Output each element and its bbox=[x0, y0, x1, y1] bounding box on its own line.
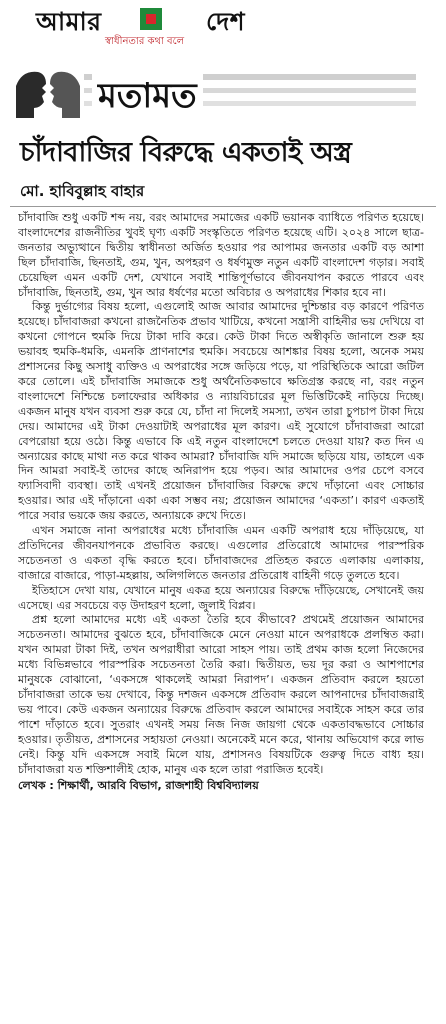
brand-name-left: আমার bbox=[36, 7, 102, 36]
divider bbox=[10, 206, 436, 207]
section-header bbox=[12, 66, 416, 122]
masthead bbox=[0, 0, 446, 62]
tagline: স্বাধীনতার কথা বলে bbox=[105, 36, 185, 47]
paragraph: প্রশ্ন হলো আমাদের মধ্যে এই একতা তৈরি হবে কীভাবে? প্রথমেই প্রয়োজন আমাদের সচেতনতা। আমাদের বুঝতে হবে, চাঁদাবাজিকে মেনে নেওয়া মানে অপরাধকে প্রলম্বিত করা। যখন আমরা টাকা দিই, তখন অপরাধীরা আরো সাহস পায়। তাই প্রথম কাজ হলো নিজেদের মধ্যে বিভিন্নভাবে পারস্পরিক সচেতনতা তৈরি করা। দ্বিতীয়ত, ভয় দূর করা ও আশপাশের মানুষকে বোঝানো, ‘একসঙ্গে থাকলেই আমরা নিরাপদ’। একজন প্রতিবাদ করলে হয়তো চাঁদাবাজরা তাকে ভয় দেখাবে, কিন্তু দশজন একসঙ্গে প্রতিবাদ করলে আপনাদের চাঁদাবাজরাই ভয় পাবে। কেউ একজন অন্যায়ের বিরুদ্ধে প্রতিবাদ করলে আমাদের সবাইকে সাহস করে তার পাশে দাঁড়াতে হবে। সুতরাং এখনই সময় নিজ নিজ জায়গা থেকে একতাবদ্ধভাবে সোচ্চার হওয়ার। তৃতীয়ত, প্রশাসনের সহায়তা নেওয়া। অনেকেই মনে করে, থানায় অভিযোগ করে লাভ নেই। কিন্তু যদি একসঙ্গে সবাই মিলে যায়, প্রশাসনও বিষয়টিকে গুরুত্ব দিতে বাধ্য হয়। চাঁদাবাজরা যত শক্তিশালীই হোক, মানুষ এক হলে তারা পরাজিত হবেই। bbox=[18, 613, 424, 776]
author-note: লেখক : শিক্ষার্থী, আরবি বিভাগ, রাজশাহী বিশ্ববিদ্যালয় bbox=[18, 779, 259, 793]
section-faces-icon bbox=[12, 66, 84, 122]
paragraph: ইতিহাসে দেখা যায়, যেখানে মানুষ একত্র হয়ে অন্যায়ের বিরুদ্ধে দাঁড়িয়েছে, সেখানেই জয় এসেছে। এর সবচেয়ে বড় উদাহরণ হলো, জুলাই বিপ্লব। bbox=[18, 583, 424, 612]
paragraph: এখন সমাজে নানা অপরাধের মধ্যে চাঁদাবাজি এমন একটি অপরাধ হয়ে দাঁড়িয়েছে, যা প্রতিদিনের জীবনযাপনকে প্রভাবিত করছে। এগুলোর প্রতিরোধে আমাদের পারস্পরিক সচেতনতা ও একতা বৃদ্ধি করতে হবে। চাঁদাবাজদের প্রতিহত করতে এলাকায় এলাকায়, বাজারে বাজারে, পাড়া-মহল্লায়, অলিগলিতে জনতার প্রতিরোধ বাহিনী গড়ে তুলতে হবে। bbox=[18, 524, 424, 582]
logo-square-icon bbox=[140, 8, 162, 30]
brand-name-right: দেশ bbox=[206, 7, 246, 36]
section-name: মতামত bbox=[92, 70, 203, 127]
article-body bbox=[18, 211, 424, 1001]
paragraph: চাঁদাবাজি শুধু একটি শব্দ নয়, বরং আমাদের সমাজের একটি ভয়ানক ব্যাধিতে পরিণত হয়েছে। বাংলাদেশের রাজনীতির খুবই ঘৃণ্য একটি সংস্কৃতিতে পরিণত হয়েছে এটি। ২০২৪ সালে ছাত্র-জনতার অভ্যুত্থানে দ্বিতীয় স্বাধীনতা অর্জিত হওয়ার পর আপামর জনতার একটি বড় আশা ছিল চাঁদাবাজি, ছিনতাই, গুম, খুন, অপহরণ ও ধর্ষণমুক্ত নতুন একটি বাংলাদেশ গড়ার। সবাই চেয়েছিল এমন একটি দেশ, যেখানে সবাই শান্তিপূর্ণভাবে জীবনযাপন করতে পারবে এবং চাঁদাবাজি, ছিনতাই, গুম, খুন আর ধর্ষণের মতো অবিচার ও অপরাধের শিকার হবে না। bbox=[18, 211, 424, 299]
paragraph: কিন্তু দুর্ভাগ্যের বিষয় হলো, এগুলোই আজ আবার আমাদের দুশ্চিন্তার বড় কারণে পরিণত হয়েছে। চাঁদাবাজরা কখনো রাজনৈতিক প্রভাব খাটিয়ে, কখনো সন্ত্রাসী বাহিনীর ভয় দেখিয়ে বা কখনো গোপনে হুমকি দিয়ে টাকা দাবি করে। কেউ টাকা দিতে অস্বীকৃতি জানালে শুরু হয় ভয়াবহ হুমকি-ধমকি, এমনকি প্রাণনাশের হুমকি। সবচেয়ে আশঙ্কার বিষয় হলো, অনেক সময় প্রশাসনের কিছু অসাধু ব্যক্তিও এ অপরাধের সঙ্গে জড়িয়ে পড়ে, যা পরিস্থিতিকে আরো জটিল করে তোলে। এই চাঁদাবাজি সমাজকে শুধু অর্থনৈতিকভাবে ক্ষতিগ্রস্ত করছে না, বরং নতুন বাংলাদেশে নিশ্চিন্তে চলাফেরার অধিকার ও ন্যায়বিচারের মূল ভিত্তিটিকেই নাড়িয়ে দিচ্ছে। একজন মানুষ যখন ব্যবসা শুরু করে যে, চাঁদা না দিলেই সমস্যা, তখন তারা চুপচাপ টাকা দিয়ে দেয়। আমাদের এই টাকা দেওয়াটাই অপরাধের মূল কারণ। এই সুযোগে চাঁদাবাজরা আরো বেপরোয়া হয়ে ওঠে। কিন্তু এভাবে কি এই নতুন বাংলাদেশে চলতে দেওয়া যায়? কত দিন এ অন্যায়ের কাছে মাথা নত করে থাকব আমরা? চাঁদাবাজি যদি সমাজে ছড়িয়ে যায়, তাহলে এক দিন আমরা সবাই-ই তাদের কাছে অনিরাপদ হয়ে পড়ব। আর আমাদের ওপর চেপে বসবে ফ্যাসিবাদী ব্যবস্থা। তাই এখনই প্রয়োজন চাঁদাবাজির বিরুদ্ধে রুখে দাঁড়ানো এবং সোচ্চার হওয়ার। আর এই দাঁড়ানো একা একা সম্ভব নয়; প্রয়োজন আমাদের ‘একতা’। কারণ একতাই পারে সবার ভয়কে জয় করতে, অন্যায়কে রুখে দিতে। bbox=[18, 300, 424, 523]
article-byline: মো. হাবিবুল্লাহ বাহার bbox=[20, 182, 145, 200]
article-headline: চাঁদাবাজির বিরুদ্ধে একতাই অস্ত্র bbox=[20, 137, 352, 168]
